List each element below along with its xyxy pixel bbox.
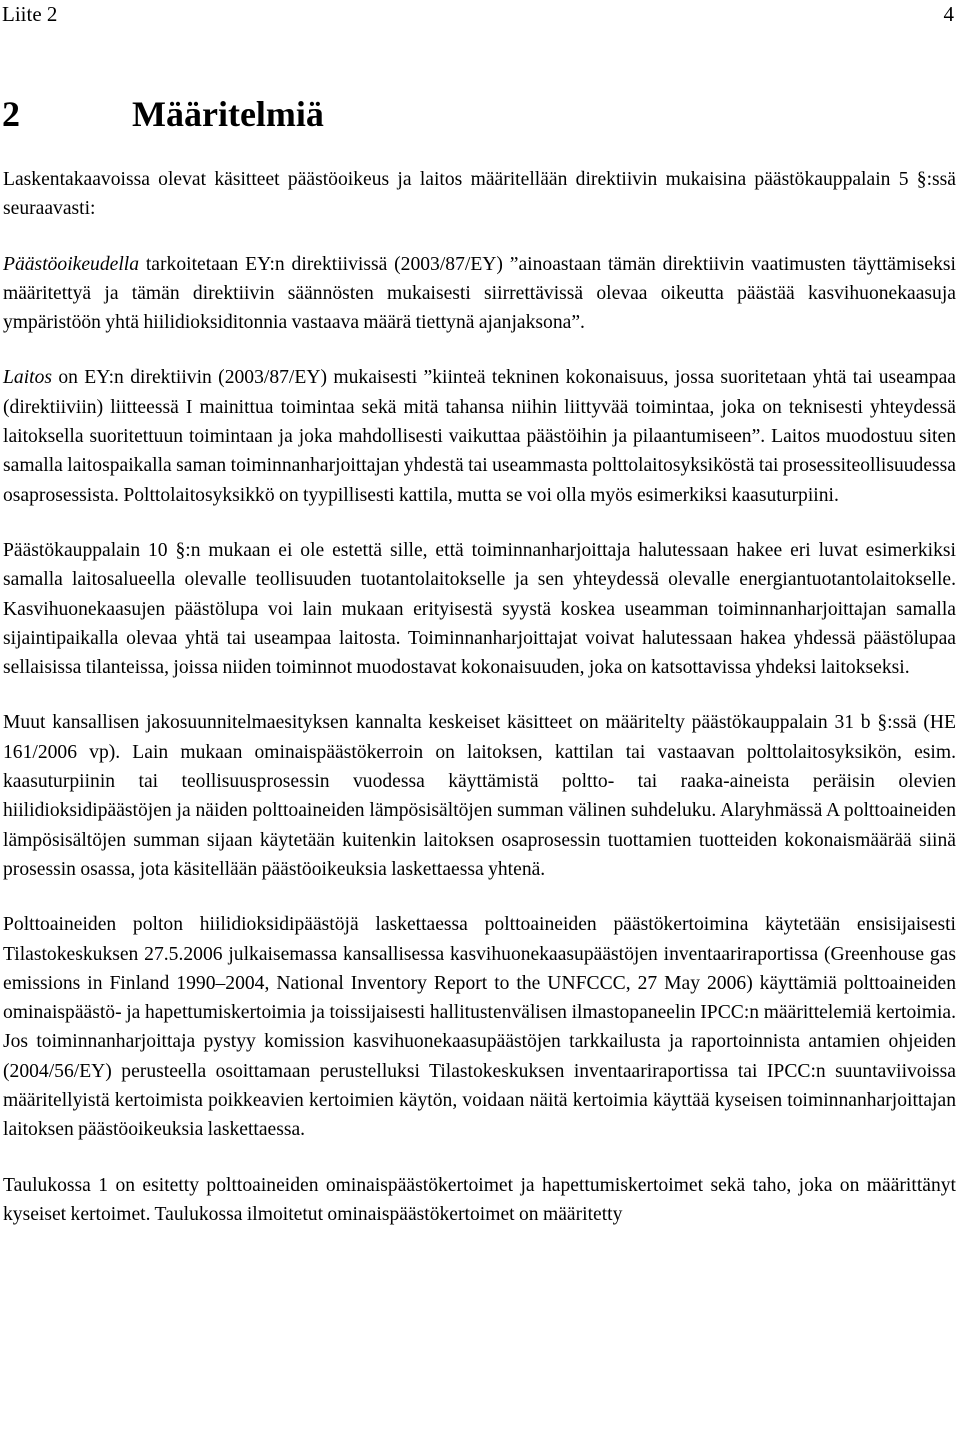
paragraph-text: tarkoitetaan EY:n direktiivissä (2003/87/EY) ”ainoastaan tämän direktiivin vaatimusten täyttämiseksi määritettyä ja tämän direktiivin säännösten mukaisesti siirrettävissä olevaa oikeutta päästää kasvihuonekaasuja ympäristöön yhtä hiilidioksiditonnia vastaava määrä tiettynä ajanjaksona”. [3,253,956,334]
paragraph-table-reference [3,1171,956,1230]
paragraph-text: Taulukossa 1 on esitetty polttoaineiden ominaispäästökertoimet ja hapettumiskertoimet sekä taho, joka on määrittänyt kyseiset kertoimet. Taulukossa ilmoitetut ominaispäästökertoimet on määritetty [3,1174,956,1225]
defined-term: Laitos [3,367,53,389]
paragraph-text: Muut kansallisen jakosuunnitelmaesityksen kannalta keskeiset käsitteet on määritelty päästökauppalain 31 b §:ssä (HE 161/2006 vp). Lain mukaan ominaispäästökerroin on laitoksen, kattilan tai vastaavan polttolaitosyksikön, esim. kaasuturpiinin tai teollisuusprosessin vuodessa käyttämistä poltto- tai raaka-aineista peräisin olevien hiilidioksidipäästöjen ja näiden polttoaineiden lämpösisältöjen summan välinen suhdeluku. Alaryhmässä A polttoaineiden lämpösisältöjen summan sijaan käytetään kuitenkin laitoksen osaprosessin tuottamien tuotteiden kokonaismäärää siinä prosessin osassa, jota käsitellään päästöoikeuksia laskettaessa yhtenä. [3,712,956,880]
section-title: Määritelmiä [132,94,324,134]
paragraph-paastooikeus-definition [3,250,956,338]
paragraph-laitos-definition [3,363,956,509]
body-text [3,165,956,1255]
section-number: 2 [2,94,20,134]
paragraph-text: on EY:n direktiivin (2003/87/EY) mukaisesti ”kiinteä tekninen kokonaisuus, jossa suoritetaan yhtä tai useampaa (direktiiviin) liitteessä I mainittua toimintaa sekä mitä tahansa niihin liittyvää toimintaa, joka on teknisesti yhteydessä laitoksella suoritettuun toimintaan ja joka mahdollisesti vaikuttaa päästöihin ja pilaantumiseen”. Laitos muodostuu siten samalla laitospaikalla saman toiminnanharjoittajan yhdestä tai useammasta polttolaitosyksiköstä tai prosessiteollisuudessa osaprosessista. Polttolaitosyksikkö on tyypillisesti kattila, mutta se voi olla myös esimerkiksi kaasuturpiini. [3,367,956,506]
paragraph-permits [3,536,956,682]
appendix-label: Liite 2 [2,2,58,26]
paragraph-text: Laskentakaavoissa olevat käsitteet päästöoikeus ja laitos määritellään direktiivin mukaisina päästökauppalain 5 §:ssä seuraavasti: [3,169,956,220]
paragraph-intro [3,165,956,224]
section-heading [2,92,324,136]
defined-term: Päästöoikeudella [3,253,140,275]
paragraph-text: Polttoaineiden polton hiilidioksidipäästöjä laskettaessa polttoaineiden päästökertoimina käytetään ensisijaisesti Tilastokeskuksen 27.5.2006 julkaisemassa kansallisessa kasvihuonekaasupäästöjen inventaariraportissa (Greenhouse gas emissions in Finland 1990–2004, National Inventory Report to the UNFCCC, 27 May 2006) käyttämiä polttoaineiden ominaispäästö- ja hapettumiskertoimia ja toissijaisesti hallitustenvälisen ilmastopaneelin IPCC:n määrittelemiä kertoimia. Jos toiminnanharjoittaja pystyy komission kasvihuonekaasupäästöjen tarkkailusta ja raportoinnista antamien ohjeiden (2004/56/EY) perusteella osoittamaan perustelluksi Tilastokeskuksen inventaariraportissa tai IPCC:n suuntaviivoissa määritellyistä kertoimista poikkeavien kertoimien käytön, voidaan näitä kertoimia käyttää kyseisen toiminnanharjoittajan laitoksen päästöoikeuksia laskettaessa. [3,914,956,1141]
paragraph-key-concepts [3,708,956,884]
paragraph-text: Päästökauppalain 10 §:n mukaan ei ole estettä sille, että toiminnanharjoittaja halutessaan hakee eri luvat esimerkiksi samalla laitosalueella olevalle teollisuuden tuotantolaitokselle ja sen yhteydessä olevalle energiantuotantolaitokselle. Kasvihuonekaasujen päästölupa voi lain mukaan erityisestä syystä koskea useamman toiminnanharjoittajan samalla sijaintipaikalla olevaa yhtä tai useampaa laitosta. Toiminnanharjoittajat voivat halutessaan hakea yhdessä päästölupaa sellaisissa tilanteissa, joissa niiden toiminnot muodostavat kokonaisuuden, joka on katsottavissa yhdeksi laitokseksi. [3,539,956,679]
paragraph-emission-factors [3,910,956,1144]
page-number: 4 [943,2,954,26]
page-header [0,0,960,30]
